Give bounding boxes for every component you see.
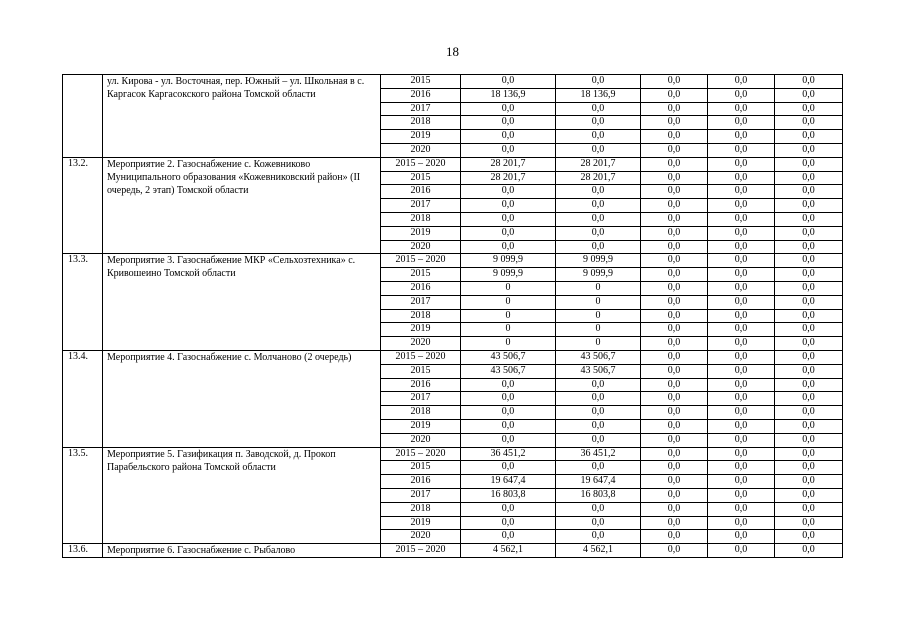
- amount-cell: 0,0: [708, 364, 775, 378]
- amount-cell: 0,0: [708, 488, 775, 502]
- amount-cell: 0,0: [775, 295, 843, 309]
- amount-cell: 0,0: [641, 406, 708, 420]
- amount-cell: 0,0: [775, 130, 843, 144]
- amount-cell: 0,0: [775, 171, 843, 185]
- amount-cell: 0,0: [461, 461, 556, 475]
- amount-cell: 0,0: [461, 530, 556, 544]
- amount-cell: 0,0: [556, 130, 641, 144]
- amount-cell: 0,0: [775, 447, 843, 461]
- amount-cell: 0,0: [641, 88, 708, 102]
- amount-cell: 18 136,9: [461, 88, 556, 102]
- amount-cell: 0,0: [775, 226, 843, 240]
- amount-cell: 0,0: [641, 171, 708, 185]
- amount-cell: 0,0: [556, 378, 641, 392]
- amount-cell: 43 506,7: [556, 364, 641, 378]
- amount-cell: 0,0: [708, 185, 775, 199]
- measure-name: Мероприятие 4. Газоснабжение с. Молчаново (2 очередь): [103, 350, 381, 447]
- amount-cell: 0,0: [775, 433, 843, 447]
- year-cell: 2015 – 2020: [381, 254, 461, 268]
- amount-cell: 0,0: [641, 143, 708, 157]
- amount-cell: 0,0: [641, 157, 708, 171]
- page-number: 18: [446, 44, 459, 59]
- year-cell: 2015 – 2020: [381, 447, 461, 461]
- amount-cell: 0,0: [461, 212, 556, 226]
- amount-cell: 0,0: [556, 516, 641, 530]
- amount-cell: 0,0: [775, 212, 843, 226]
- amount-cell: 0,0: [775, 281, 843, 295]
- table-row: [63, 544, 843, 558]
- amount-cell: 0,0: [641, 502, 708, 516]
- amount-cell: 18 136,9: [556, 88, 641, 102]
- amount-cell: 0,0: [775, 337, 843, 351]
- year-cell: 2019: [381, 130, 461, 144]
- budget-table: [62, 74, 843, 558]
- amount-cell: 0,0: [641, 530, 708, 544]
- amount-cell: 0,0: [641, 475, 708, 489]
- amount-cell: 0,0: [775, 157, 843, 171]
- amount-cell: 0,0: [461, 143, 556, 157]
- amount-cell: 0,0: [775, 364, 843, 378]
- table-row: [63, 157, 843, 171]
- amount-cell: 0,0: [461, 226, 556, 240]
- amount-cell: 0,0: [708, 102, 775, 116]
- year-cell: 2019: [381, 226, 461, 240]
- amount-cell: 0,0: [461, 378, 556, 392]
- amount-cell: 0,0: [708, 226, 775, 240]
- amount-cell: 0,0: [641, 116, 708, 130]
- amount-cell: 0,0: [641, 433, 708, 447]
- amount-cell: 0,0: [775, 102, 843, 116]
- table-row: [63, 350, 843, 364]
- year-cell: 2017: [381, 199, 461, 213]
- amount-cell: 0,0: [708, 378, 775, 392]
- measure-number: 13.6.: [63, 544, 103, 558]
- year-cell: 2016: [381, 281, 461, 295]
- year-cell: 2020: [381, 240, 461, 254]
- amount-cell: 0,0: [556, 185, 641, 199]
- measure-number: 13.3.: [63, 254, 103, 351]
- amount-cell: 0,0: [641, 392, 708, 406]
- amount-cell: 43 506,7: [461, 350, 556, 364]
- measure-name: Мероприятие 5. Газификация п. Заводской, д. Прокоп Парабельского района Томской области: [103, 447, 381, 544]
- year-cell: 2015: [381, 364, 461, 378]
- year-cell: 2015 – 2020: [381, 544, 461, 558]
- amount-cell: 0,0: [556, 240, 641, 254]
- year-cell: 2017: [381, 295, 461, 309]
- year-cell: 2020: [381, 143, 461, 157]
- year-cell: 2018: [381, 502, 461, 516]
- amount-cell: 0,0: [775, 544, 843, 558]
- amount-cell: 0,0: [708, 254, 775, 268]
- amount-cell: 0,0: [775, 516, 843, 530]
- amount-cell: 0,0: [556, 143, 641, 157]
- amount-cell: 0,0: [461, 419, 556, 433]
- amount-cell: 0,0: [556, 419, 641, 433]
- amount-cell: 19 647,4: [461, 475, 556, 489]
- amount-cell: 9 099,9: [461, 268, 556, 282]
- year-cell: 2019: [381, 516, 461, 530]
- amount-cell: 0,0: [556, 433, 641, 447]
- amount-cell: 0,0: [708, 323, 775, 337]
- amount-cell: 0,0: [641, 544, 708, 558]
- amount-cell: 0,0: [461, 502, 556, 516]
- amount-cell: 0,0: [641, 337, 708, 351]
- amount-cell: 0,0: [461, 199, 556, 213]
- year-cell: 2020: [381, 530, 461, 544]
- amount-cell: 0,0: [461, 185, 556, 199]
- amount-cell: 0,0: [461, 516, 556, 530]
- amount-cell: 0,0: [708, 295, 775, 309]
- amount-cell: 0,0: [708, 392, 775, 406]
- amount-cell: 0,0: [461, 130, 556, 144]
- amount-cell: 16 803,8: [461, 488, 556, 502]
- year-cell: 2015: [381, 268, 461, 282]
- amount-cell: 0,0: [556, 392, 641, 406]
- amount-cell: 28 201,7: [461, 171, 556, 185]
- amount-cell: 0,0: [641, 461, 708, 475]
- measure-name: Мероприятие 3. Газоснабжение МКР «Сельхозтехника» с. Кривошеино Томской области: [103, 254, 381, 351]
- table-row: [63, 254, 843, 268]
- year-cell: 2016: [381, 378, 461, 392]
- amount-cell: 28 201,7: [461, 157, 556, 171]
- amount-cell: 0,0: [556, 212, 641, 226]
- amount-cell: 16 803,8: [556, 488, 641, 502]
- amount-cell: 0,0: [775, 199, 843, 213]
- amount-cell: 0: [461, 309, 556, 323]
- year-cell: 2016: [381, 88, 461, 102]
- amount-cell: 0: [461, 323, 556, 337]
- measure-name: Мероприятие 2. Газоснабжение с. Кожевниково Муниципального образования «Кожевниковский район» (II очередь, 2 этап) Томской области: [103, 157, 381, 254]
- amount-cell: 19 647,4: [556, 475, 641, 489]
- amount-cell: 0,0: [775, 461, 843, 475]
- amount-cell: 0,0: [708, 240, 775, 254]
- year-cell: 2018: [381, 406, 461, 420]
- amount-cell: 0,0: [775, 268, 843, 282]
- amount-cell: 0: [556, 337, 641, 351]
- amount-cell: 4 562,1: [556, 544, 641, 558]
- amount-cell: 0,0: [708, 447, 775, 461]
- measure-number: 13.4.: [63, 350, 103, 447]
- amount-cell: 0,0: [775, 350, 843, 364]
- amount-cell: 0,0: [708, 350, 775, 364]
- amount-cell: 0,0: [641, 378, 708, 392]
- amount-cell: 0,0: [775, 185, 843, 199]
- amount-cell: 0,0: [641, 75, 708, 89]
- amount-cell: 0,0: [708, 171, 775, 185]
- amount-cell: 0: [556, 309, 641, 323]
- amount-cell: 0,0: [556, 502, 641, 516]
- amount-cell: 0: [461, 337, 556, 351]
- amount-cell: 0,0: [641, 240, 708, 254]
- amount-cell: 0,0: [775, 406, 843, 420]
- amount-cell: 0,0: [556, 406, 641, 420]
- amount-cell: 43 506,7: [556, 350, 641, 364]
- amount-cell: 0,0: [641, 323, 708, 337]
- year-cell: 2015 – 2020: [381, 350, 461, 364]
- year-cell: 2016: [381, 185, 461, 199]
- amount-cell: 0,0: [641, 281, 708, 295]
- amount-cell: 0,0: [708, 419, 775, 433]
- amount-cell: 0,0: [641, 516, 708, 530]
- amount-cell: 0,0: [775, 75, 843, 89]
- amount-cell: 0,0: [461, 406, 556, 420]
- amount-cell: 0,0: [556, 102, 641, 116]
- year-cell: 2017: [381, 392, 461, 406]
- amount-cell: 0,0: [708, 157, 775, 171]
- amount-cell: 0,0: [461, 102, 556, 116]
- amount-cell: 0,0: [708, 502, 775, 516]
- amount-cell: 0,0: [775, 240, 843, 254]
- amount-cell: 0,0: [641, 212, 708, 226]
- amount-cell: 0,0: [708, 544, 775, 558]
- amount-cell: 0,0: [708, 516, 775, 530]
- amount-cell: 0,0: [708, 268, 775, 282]
- amount-cell: 0: [556, 281, 641, 295]
- amount-cell: 28 201,7: [556, 171, 641, 185]
- table-row: [63, 75, 843, 89]
- year-cell: 2017: [381, 102, 461, 116]
- amount-cell: 0,0: [775, 392, 843, 406]
- amount-cell: 0,0: [556, 116, 641, 130]
- year-cell: 2016: [381, 475, 461, 489]
- year-cell: 2018: [381, 309, 461, 323]
- year-cell: 2019: [381, 323, 461, 337]
- year-cell: 2017: [381, 488, 461, 502]
- amount-cell: 43 506,7: [461, 364, 556, 378]
- amount-cell: 0,0: [641, 254, 708, 268]
- amount-cell: 0,0: [708, 475, 775, 489]
- amount-cell: 0,0: [641, 295, 708, 309]
- year-cell: 2020: [381, 337, 461, 351]
- amount-cell: 0,0: [775, 143, 843, 157]
- amount-cell: 9 099,9: [556, 268, 641, 282]
- amount-cell: 0,0: [775, 419, 843, 433]
- amount-cell: 0,0: [708, 199, 775, 213]
- amount-cell: 9 099,9: [461, 254, 556, 268]
- amount-cell: 0,0: [775, 309, 843, 323]
- year-cell: 2020: [381, 433, 461, 447]
- amount-cell: 0,0: [708, 309, 775, 323]
- amount-cell: 0,0: [775, 530, 843, 544]
- year-cell: 2018: [381, 116, 461, 130]
- amount-cell: 0,0: [556, 199, 641, 213]
- amount-cell: 0: [556, 323, 641, 337]
- amount-cell: 0,0: [708, 75, 775, 89]
- year-cell: 2015 – 2020: [381, 157, 461, 171]
- amount-cell: 0,0: [708, 337, 775, 351]
- amount-cell: 0,0: [461, 240, 556, 254]
- amount-cell: 0,0: [708, 143, 775, 157]
- amount-cell: 0,0: [708, 130, 775, 144]
- amount-cell: 0,0: [708, 116, 775, 130]
- amount-cell: 0,0: [708, 212, 775, 226]
- amount-cell: 0: [461, 295, 556, 309]
- amount-cell: 0,0: [461, 392, 556, 406]
- year-cell: 2015: [381, 461, 461, 475]
- amount-cell: 36 451,2: [461, 447, 556, 461]
- amount-cell: 0,0: [775, 116, 843, 130]
- amount-cell: 0,0: [556, 75, 641, 89]
- year-cell: 2018: [381, 212, 461, 226]
- measure-number: 13.5.: [63, 447, 103, 544]
- amount-cell: 0,0: [641, 350, 708, 364]
- amount-cell: 4 562,1: [461, 544, 556, 558]
- amount-cell: 0,0: [775, 254, 843, 268]
- amount-cell: 28 201,7: [556, 157, 641, 171]
- amount-cell: 0,0: [708, 433, 775, 447]
- table-row: [63, 447, 843, 461]
- amount-cell: 0,0: [708, 406, 775, 420]
- amount-cell: 0,0: [775, 323, 843, 337]
- year-cell: 2015: [381, 171, 461, 185]
- amount-cell: 0,0: [556, 530, 641, 544]
- amount-cell: 0,0: [708, 461, 775, 475]
- amount-cell: 0,0: [641, 488, 708, 502]
- amount-cell: 0,0: [775, 475, 843, 489]
- amount-cell: 0,0: [641, 364, 708, 378]
- measure-name: Мероприятие 6. Газоснабжение с. Рыбалово: [103, 544, 381, 558]
- amount-cell: 0,0: [775, 88, 843, 102]
- amount-cell: 0,0: [641, 199, 708, 213]
- amount-cell: 0,0: [708, 281, 775, 295]
- amount-cell: 0,0: [708, 530, 775, 544]
- amount-cell: 0,0: [775, 488, 843, 502]
- year-cell: 2019: [381, 419, 461, 433]
- amount-cell: 0,0: [775, 378, 843, 392]
- amount-cell: 0,0: [641, 268, 708, 282]
- amount-cell: 0,0: [775, 502, 843, 516]
- amount-cell: 9 099,9: [556, 254, 641, 268]
- amount-cell: 0,0: [641, 185, 708, 199]
- amount-cell: 36 451,2: [556, 447, 641, 461]
- amount-cell: 0,0: [641, 309, 708, 323]
- amount-cell: 0: [461, 281, 556, 295]
- amount-cell: 0,0: [641, 102, 708, 116]
- amount-cell: 0,0: [641, 130, 708, 144]
- measure-number: [63, 75, 103, 158]
- amount-cell: 0,0: [641, 226, 708, 240]
- year-cell: 2015: [381, 75, 461, 89]
- amount-cell: 0,0: [461, 75, 556, 89]
- amount-cell: 0,0: [708, 88, 775, 102]
- amount-cell: 0,0: [556, 461, 641, 475]
- measure-name: ул. Кирова - ул. Восточная, пер. Южный – ул. Школьная в с. Каргасок Каргасокского района Томской области: [103, 75, 381, 158]
- amount-cell: 0,0: [641, 447, 708, 461]
- amount-cell: 0,0: [461, 433, 556, 447]
- amount-cell: 0,0: [461, 116, 556, 130]
- amount-cell: 0: [556, 295, 641, 309]
- amount-cell: 0,0: [556, 226, 641, 240]
- measure-number: 13.2.: [63, 157, 103, 254]
- amount-cell: 0,0: [641, 419, 708, 433]
